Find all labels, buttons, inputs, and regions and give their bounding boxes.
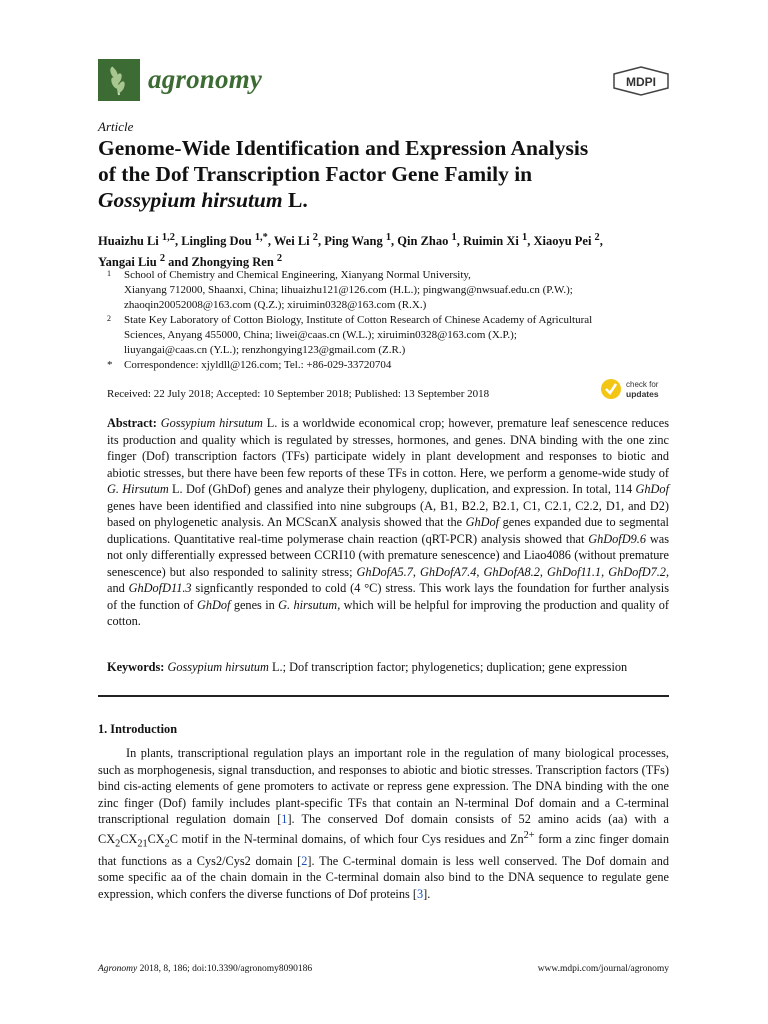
abstract-label: Abstract: — [107, 416, 157, 430]
divider — [98, 695, 669, 697]
author: Ping Wang $^1$, — [324, 232, 398, 249]
footer-citation: Agronomy 2018, 8, 186; doi:10.3390/agronomy8090186 — [98, 964, 313, 974]
journal-name: agronomy — [148, 64, 263, 94]
title-line-2: of the Dof Transcription Factor Gene Family in — [98, 162, 533, 186]
abstract: Abstract: Gossypium hirsutum L. is a worldwide economical crop; however, premature leaf senescence reduces its production and quality which is regulated by stresses, hormones, and genes. DNA binding with the one zinc finger (Dof) transcription factors (TFs) participate widely in plant development and responses to biotic and abiotic stresses, but there have been few reports of these TFs in cotton. Here, we perform a genome-wide study of G. Hirsutum L. Dof (GhDof) genes and analyze their phylogeny, duplication, and expression. In total, 114 GhDof genes have been identified and classified into nine subgroups (A, B1, B2.2, B2.1, C1, C2.1, C2.2, D1, and D2) based on phylogenetic analysis. An MCScanX analysis showed that the GhDof genes expanded due to segmental duplications. Quantitative real-time polymerase chain reaction (qRT-PCR) analysis showed that GhDofD9.6 was not only differentially expressed between CCRI10 (with premature senescence) and Liao4086 (without premature senescence) but also responded to salinity stress; GhDofA5.7, GhDofA7.4, GhDofA8.2, GhDof11.1, GhDofD7.2, and GhDofD11.3 signficantly responded to cold (4 °C) stress. This work lays the foundation for further analysis of the function of GhDof genes in G. hirsutum, which will be helpful for improving the production and quality of cotton. — [107, 416, 670, 628]
affiliation-1: 1 School of Chemistry and Chemical Engineering, Xianyang Normal University, Xianyang 712000, Shaanxi, China; lihuaizhu121@126.com (H.L.); pingwang@nwsuaf.edu.cn (P.W.); zhaoqin20052008@163.com (Q.Z.); xiruimin0328@163.com (R.X.) — [107, 269, 573, 311]
author-list — [98, 229, 678, 271]
author: Huaizhu Li $^{1,2}$, — [98, 232, 182, 249]
keywords-label: Keywords: — [107, 660, 165, 674]
check-badge-line-2: updates — [626, 389, 659, 399]
check-for-updates-badge[interactable] — [600, 376, 670, 402]
keywords: Keywords: Gossypium hirsutum L.; Dof transcription factor; phylogenetics; duplication; gene expression — [107, 660, 628, 674]
author: Qin Zhao $^1$, — [397, 232, 463, 249]
author: Wei Li $^2$, — [273, 232, 325, 249]
section-heading: 1. Introduction — [98, 722, 178, 736]
wheat-icon — [102, 63, 136, 97]
title-species: Gossypium hirsutum — [98, 188, 283, 212]
mdpi-logo — [611, 66, 671, 96]
publication-dates: Received: 22 July 2018; Accepted: 10 September 2018; Published: 13 September 2018 — [107, 388, 490, 400]
citation-link[interactable]: 3 — [416, 886, 424, 901]
title-line-1: Genome-Wide Identification and Expression Analysis — [98, 136, 589, 160]
check-badge-line-1: check for — [626, 380, 659, 389]
footer-url[interactable]: www.mdpi.com/journal/agronomy — [537, 964, 669, 974]
citation-link[interactable]: 1 — [281, 812, 288, 826]
mdpi-logo-text: MDPI — [626, 75, 656, 89]
author: Lingling Dou $^{1,*}$, — [181, 232, 274, 249]
author: Ruimin Xi $^1$, — [462, 232, 534, 249]
author: Xiaoyu Pei $^2$, — [533, 232, 603, 249]
correspondence: * Correspondence: xjyldll@126.com; Tel.: +86-029-33720704 — [107, 359, 392, 371]
introduction-paragraph: In plants, transcriptional regulation plays an important role in the regulation of many biological processes, such as morphogenesis, signal transduction, and responses to abiotic and biotic stresses. Transcription factors (TFs) bind cis-acting elements of gene promoters to activate or repress gene expression. The DNA binding with the one zinc finger (Dof) family includes plant-specific TFs that contain an N-terminal Dof domain and a C-terminal transcriptional regulation domain [1]. The conserved Dof domain consists of 52 amino acids (aa) with a $CX_2CX_{21}CX_2C$ motif in the N-terminal domains, of which four Cys residues and $Zn^{2+}$ form a zinc finger domain that functions as a Cys2/Cys2 domain [2]. The C-terminal domain is less well conserved. The Dof domain and some specific aa of the chain domain in the C-terminal domain also bind to the DNA sequence to regulate gene expression, which confers the diverse functions of Dof proteins [3]. — [98, 746, 669, 901]
citation-link[interactable]: 2 — [301, 853, 308, 868]
article-title — [98, 135, 678, 213]
author: Yangai Liu $^2$ and — [98, 253, 192, 270]
check-icon — [601, 379, 621, 399]
journal-logo — [98, 59, 140, 101]
affiliation-2: 2 State Key Laboratory of Cotton Biology, Institute of Cotton Research of Chinese Academy of Agricultural Sciences, Anyang 455000, China; liwei@caas.cn (W.L.); xiruimin0328@163.com (X.P.); liuyangai@caas.cn (Y.L.); renzhongying123@gmail.com (Z.R.) — [107, 314, 593, 356]
title-tail: L. — [282, 188, 308, 212]
article-type: Article — [98, 119, 134, 134]
author: Zhongying Ren $^2$ — [191, 253, 283, 270]
